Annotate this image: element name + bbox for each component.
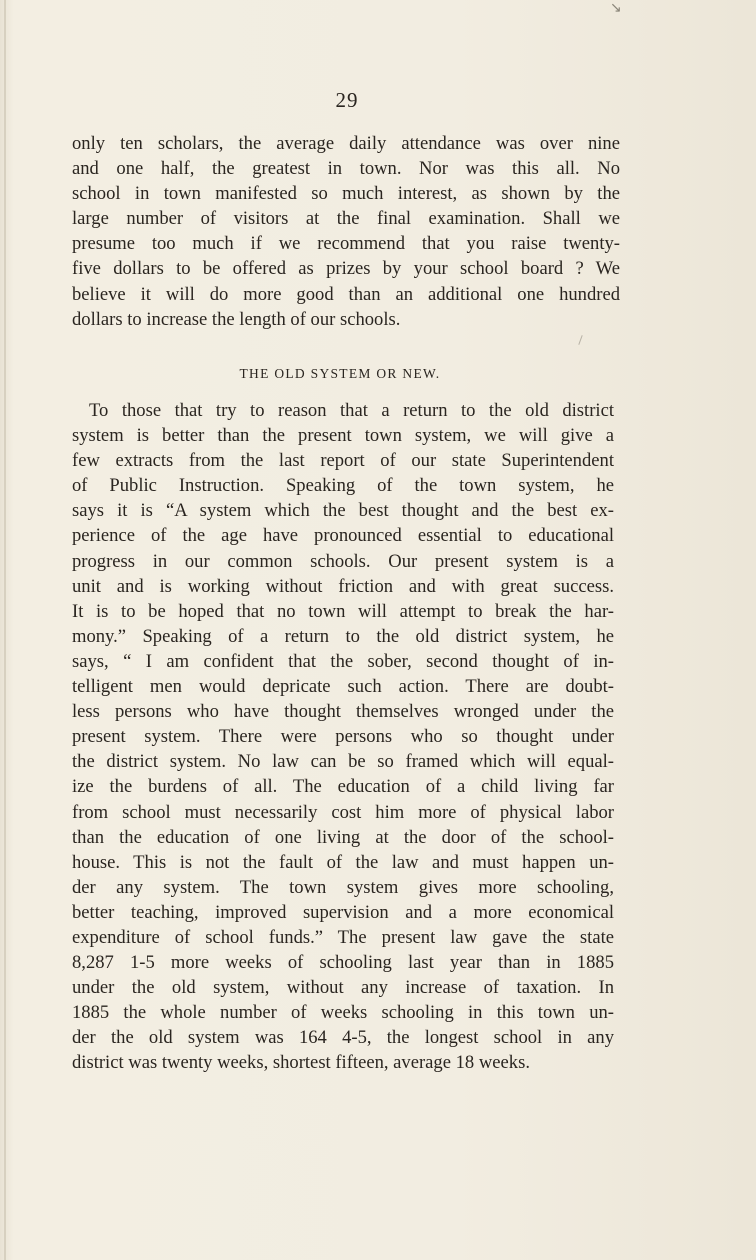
text-line: better teaching, improved supervision and a more economical [72, 901, 614, 923]
text-line: only ten scholars, the average daily attendance was over nine [72, 133, 620, 154]
text-line: than the education of one living at the door of the school- [72, 826, 614, 848]
text-line: expenditure of school funds.” The present law gave the state [72, 926, 614, 948]
text-line: present system. There were persons who so thought under [72, 726, 614, 748]
text-line: under the old system, without any increase of taxation. In [72, 977, 614, 999]
text-line: and one half, the greatest in town. Nor was this all. No [72, 158, 620, 180]
text-line: of Public Instruction. Speaking of the town system, he [72, 475, 614, 497]
text-line: five dollars to be offered as prizes by your school board ? We [72, 258, 620, 280]
text-line: few extracts from the last report of our state Superintendent [72, 450, 614, 472]
text-line: 8,287 1-5 more weeks of schooling last year than in 1885 [72, 952, 614, 974]
text-line: presume too much if we recommend that you raise twenty- [72, 233, 620, 255]
text-line: system is better than the present town system, we will give a [72, 425, 614, 447]
text-line: der the old system was 164 4-5, the longest school in any [72, 1027, 614, 1049]
paragraph-prizes [72, 131, 620, 332]
text-line: unit and is working without friction and with great success. [72, 575, 614, 597]
text-line: district was twenty weeks, shortest fifteen, average 18 weeks. [72, 1052, 530, 1074]
binding-gutter [4, 0, 6, 1260]
text-line: large number of visitors at the final examination. Shall we [72, 208, 620, 230]
text-line: says it is “A system which the best thought and the best ex- [72, 500, 614, 522]
text-line: mony.” Speaking of a return to the old district system, he [72, 625, 614, 647]
section-heading: THE OLD SYSTEM OR NEW. [239, 366, 441, 381]
corner-mark: ↘ [610, 1, 622, 16]
text-line: To those that try to reason that a return to the old district [89, 400, 614, 421]
text-line: house. This is not the fault of the law and must happen un- [72, 851, 614, 873]
text-line: school in town manifested so much interest, as shown by the [72, 183, 620, 205]
paper-speck [578, 335, 582, 345]
text-line: believe it will do more good than an additional one hundred [72, 283, 620, 305]
text-line: dollars to increase the length of our schools. [72, 308, 401, 330]
text-line: 1885 the whole number of weeks schooling in this town un- [72, 1002, 614, 1024]
text-line: progress in our common schools. Our present system is a [72, 550, 614, 572]
text-line: says, “ I am confident that the sober, second thought of in- [72, 650, 614, 672]
text-line: from school must necessarily cost him more of physical labor [72, 801, 614, 823]
text-line: It is to be hoped that no town will attempt to break the har- [72, 600, 614, 622]
paragraph-old-system-or-new [72, 398, 614, 1076]
page-number: 29 [335, 88, 359, 112]
text-line: telligent men would depricate such action. There are doubt- [72, 676, 614, 698]
text-line: der any system. The town system gives more schooling, [72, 876, 614, 898]
text-line: ize the burdens of all. The education of a child living far [72, 776, 614, 798]
text-line: the district system. No law can be so framed which will equal- [72, 751, 614, 773]
text-line: perience of the age have pronounced essential to educational [72, 525, 614, 547]
text-line: less persons who have thought themselves wronged under the [72, 701, 614, 723]
